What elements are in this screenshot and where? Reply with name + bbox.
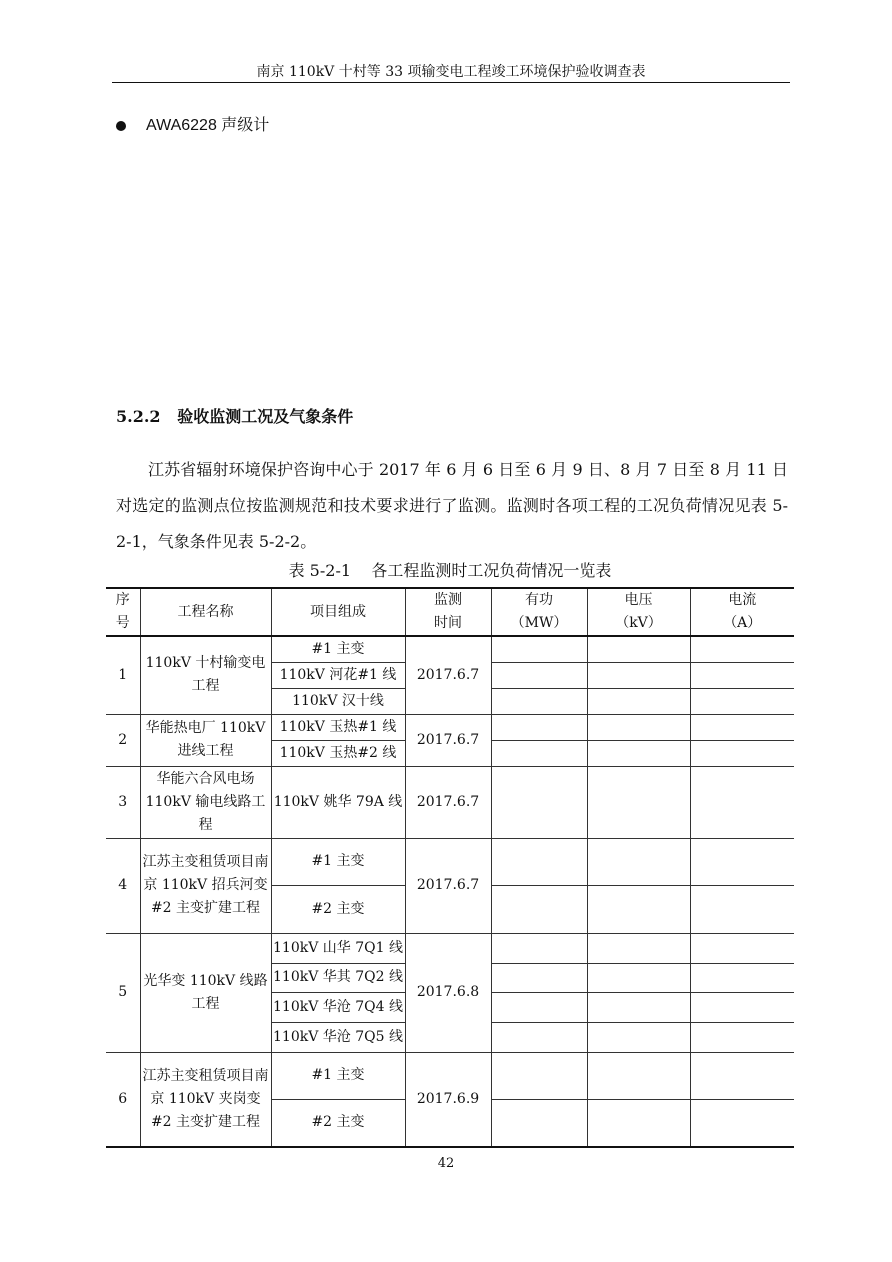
cell-seq: 1: [106, 636, 140, 714]
cell-power: [491, 636, 587, 662]
cell-current: [690, 714, 794, 740]
table-row: [106, 714, 794, 740]
cell-component: 110kV 玉热#2 线: [271, 740, 405, 766]
cell-project-name: 华能六合风电场 110kV 输电线路工程: [140, 766, 271, 838]
cell-current: [690, 992, 794, 1022]
cell-current: [690, 688, 794, 714]
cell-voltage: [587, 992, 690, 1022]
cell-monitor-time: 2017.6.7: [405, 636, 491, 714]
cell-voltage: [587, 740, 690, 766]
cell-component: 110kV 河花#1 线: [271, 662, 405, 688]
cell-seq: 6: [106, 1052, 140, 1147]
cell-voltage: [587, 688, 690, 714]
cell-voltage: [587, 838, 690, 885]
cell-power: [491, 992, 587, 1022]
cell-current: [690, 740, 794, 766]
cell-monitor-time: 2017.6.7: [405, 714, 491, 766]
cell-voltage: [587, 933, 690, 963]
cell-voltage: [587, 1099, 690, 1147]
cell-project-name: 江苏主变租赁项目南京 110kV 招兵河变#2 主变扩建工程: [140, 838, 271, 933]
cell-voltage: [587, 1022, 690, 1052]
cell-current: [690, 933, 794, 963]
cell-power: [491, 714, 587, 740]
header-current: 电流 （A）: [690, 588, 794, 636]
cell-current: [690, 838, 794, 885]
cell-component: 110kV 华沧 7Q5 线: [271, 1022, 405, 1052]
page-number: 42: [437, 1156, 455, 1171]
page-header: 南京 110kV 十村等 33 项输变电工程竣工环境保护验收调查表: [256, 64, 646, 80]
header-component: 项目组成: [271, 588, 405, 636]
cell-monitor-time: 2017.6.9: [405, 1052, 491, 1147]
cell-project-name: 华能热电厂 110kV 进线工程: [140, 714, 271, 766]
cell-voltage: [587, 662, 690, 688]
cell-component: #2 主变: [271, 1099, 405, 1147]
header-power: 有功 （MW）: [491, 588, 587, 636]
cell-power: [491, 766, 587, 838]
cell-voltage: [587, 963, 690, 992]
cell-current: [690, 636, 794, 662]
table-caption: 表 5-2-1 各工程监测时工况负荷情况一览表: [288, 561, 612, 580]
cell-seq: 3: [106, 766, 140, 838]
header-voltage: 电压 （kV）: [587, 588, 690, 636]
cell-component: 110kV 华其 7Q2 线: [271, 963, 405, 992]
cell-current: [690, 662, 794, 688]
table-row: [106, 766, 794, 838]
cell-power: [491, 838, 587, 885]
table-row: [106, 933, 794, 963]
cell-component: #1 主变: [271, 636, 405, 662]
cell-monitor-time: 2017.6.8: [405, 933, 491, 1052]
body-paragraph: 江苏省辐射环境保护咨询中心于 2017 年 6 月 6 日至 6 月 9 日、8 月 7 日至 8 月 11 日对选定的监测点位按监测规范和技术要求进行了监测。监测时各项工程的工况负荷情况见表 5-2-1，气象条件见表 5-2-2。: [116, 460, 788, 551]
cell-monitor-time: 2017.6.7: [405, 766, 491, 838]
bullet-text: AWA6228 声级计: [146, 117, 270, 134]
bullet-item: [116, 114, 269, 138]
cell-power: [491, 963, 587, 992]
cell-component: #1 主变: [271, 1052, 405, 1099]
bullet-dot-icon: [116, 121, 126, 131]
cell-component: 110kV 姚华 79A 线: [271, 766, 405, 838]
header-name: 工程名称: [140, 588, 271, 636]
cell-component: #2 主变: [271, 885, 405, 933]
cell-project-name: 光华变 110kV 线路工程: [140, 933, 271, 1052]
cell-component: #1 主变: [271, 838, 405, 885]
cell-power: [491, 740, 587, 766]
cell-current: [690, 885, 794, 933]
cell-project-name: 江苏主变租赁项目南京 110kV 夹岗变#2 主变扩建工程: [140, 1052, 271, 1147]
cell-power: [491, 1052, 587, 1099]
header-rule: [112, 82, 790, 83]
header-time: 监测 时间: [405, 588, 491, 636]
cell-current: [690, 1052, 794, 1099]
cell-current: [690, 963, 794, 992]
cell-power: [491, 885, 587, 933]
cell-voltage: [587, 714, 690, 740]
cell-voltage: [587, 766, 690, 838]
cell-voltage: [587, 1052, 690, 1099]
cell-seq: 5: [106, 933, 140, 1052]
table-row: [106, 636, 794, 662]
load-table: [106, 587, 794, 1148]
cell-component: 110kV 华沧 7Q4 线: [271, 992, 405, 1022]
cell-seq: 4: [106, 838, 140, 933]
cell-component: 110kV 山华 7Q1 线: [271, 933, 405, 963]
cell-monitor-time: 2017.6.7: [405, 838, 491, 933]
cell-project-name: 110kV 十村输变电工程: [140, 636, 271, 714]
cell-current: [690, 1022, 794, 1052]
cell-current: [690, 766, 794, 838]
cell-component: 110kV 汉十线: [271, 688, 405, 714]
cell-current: [690, 1099, 794, 1147]
cell-component: 110kV 玉热#1 线: [271, 714, 405, 740]
cell-power: [491, 688, 587, 714]
cell-voltage: [587, 885, 690, 933]
cell-power: [491, 1022, 587, 1052]
cell-voltage: [587, 636, 690, 662]
cell-power: [491, 662, 587, 688]
table-row: [106, 838, 794, 885]
cell-seq: 2: [106, 714, 140, 766]
header-seq: 序 号: [106, 588, 140, 636]
table-row: [106, 1052, 794, 1099]
cell-power: [491, 933, 587, 963]
cell-power: [491, 1099, 587, 1147]
section-heading: 5.2.2 验收监测工况及气象条件: [116, 407, 354, 426]
